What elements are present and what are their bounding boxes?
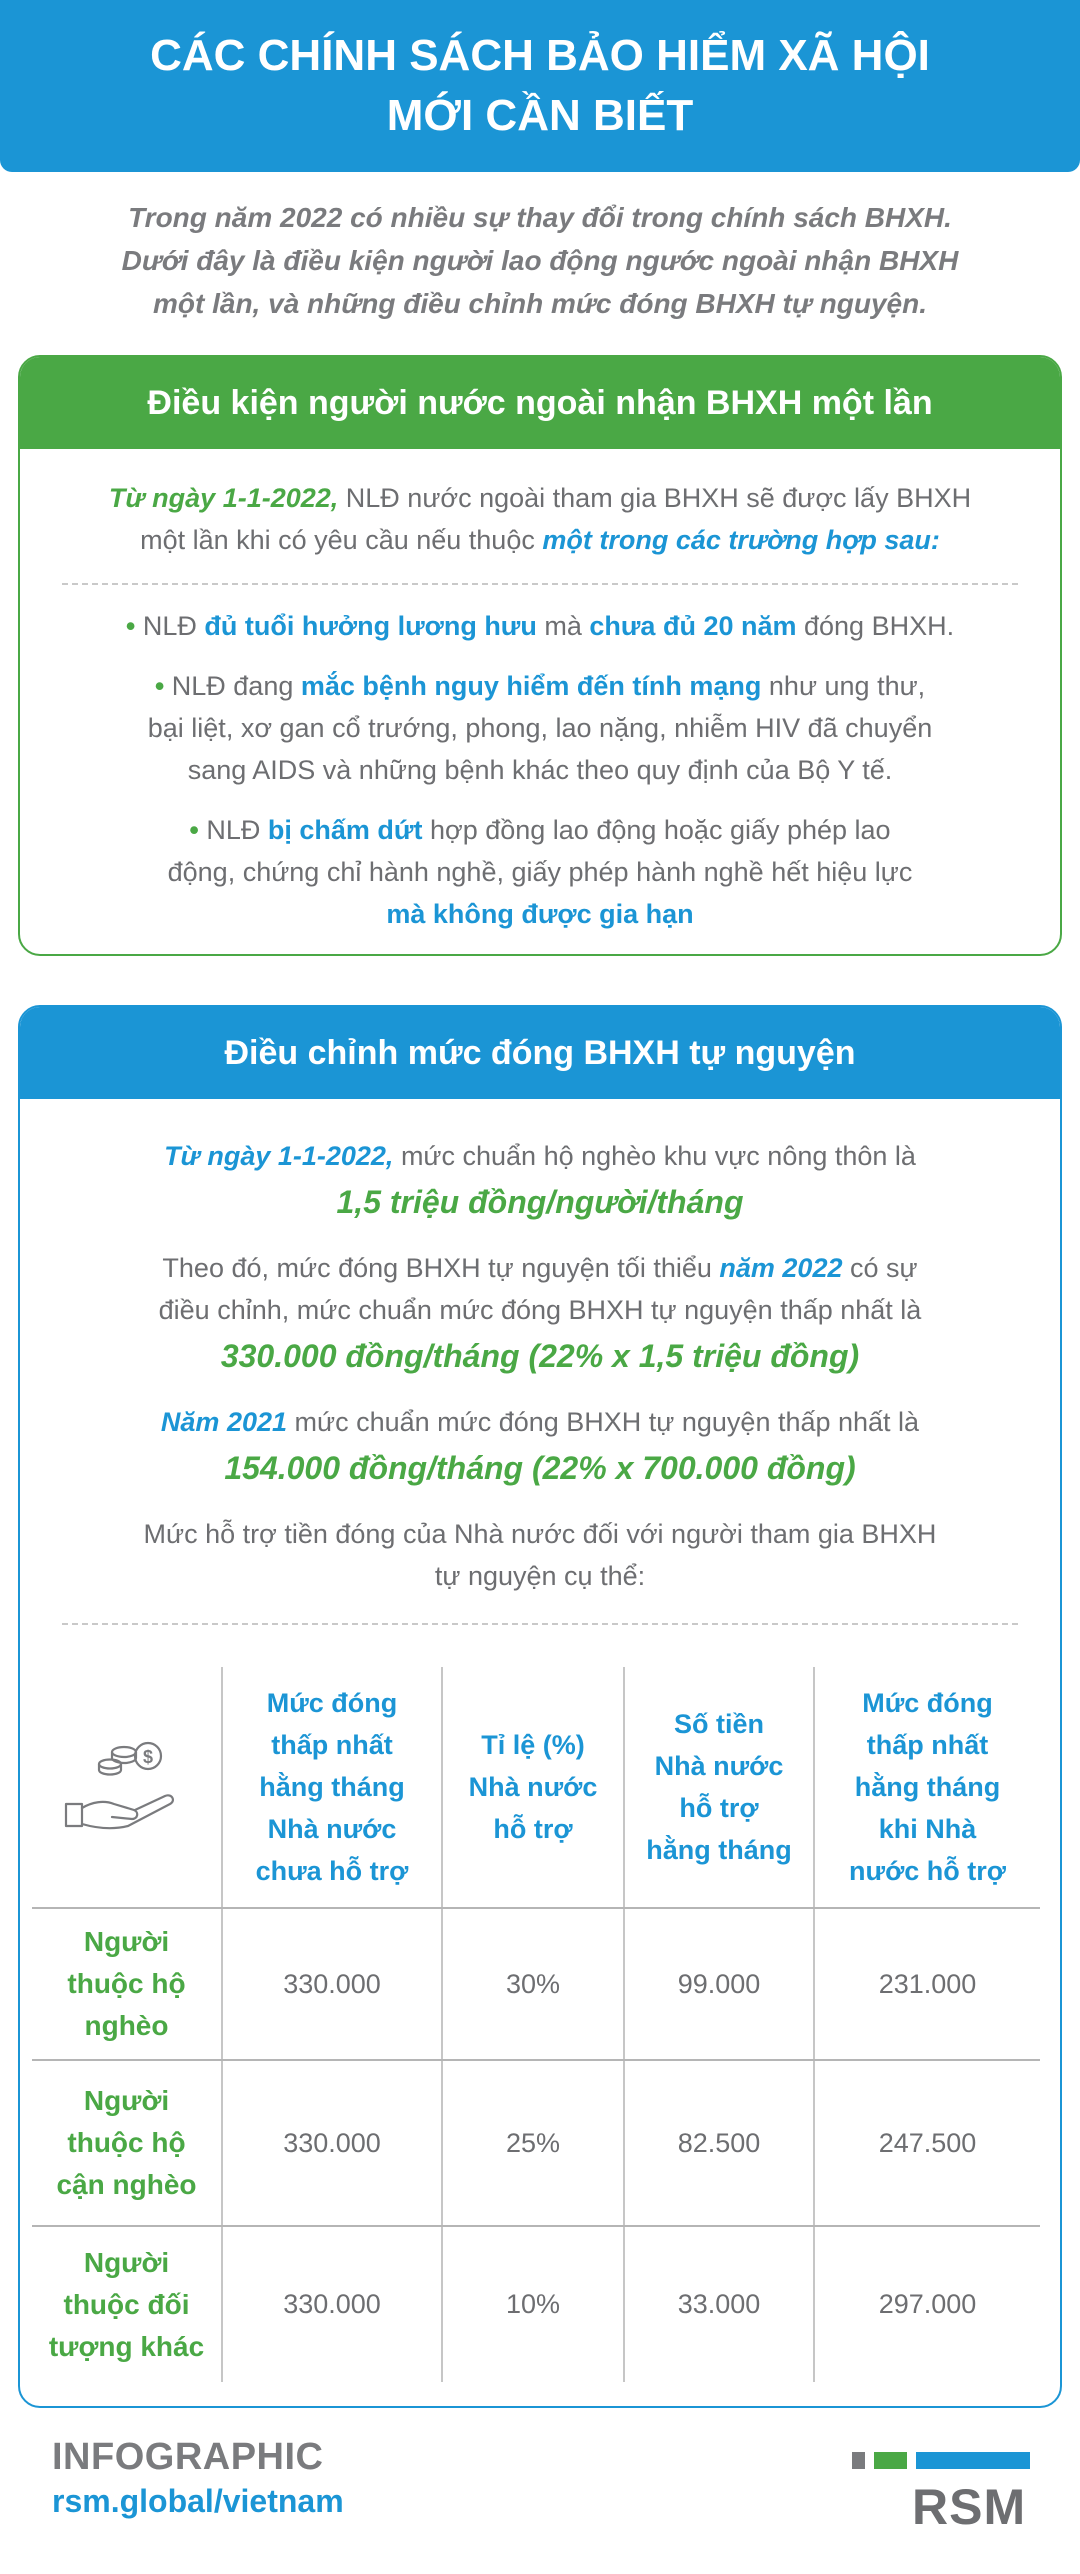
bullet-icon: • (125, 611, 136, 641)
lead-text-2: một lần khi có yêu cầu nếu thuộc (140, 525, 543, 555)
paragraph-state-support: Mức hỗ trợ tiền đóng của Nhà nước đối với người tham gia BHXH tự nguyện cụ thể: (143, 1519, 937, 1591)
cell-value: 82.500 (624, 2060, 814, 2226)
section-1-heading: Điều kiện người nước ngoài nhận BHXH một lần (20, 357, 1060, 449)
cell-value: 247.500 (814, 2060, 1040, 2226)
cell-value: 30% (442, 1908, 624, 2060)
paragraph-2021-minimum: Năm 2021 mức chuẩn mức đóng BHXH tự nguyện thấp nhất là 154.000 đồng/tháng (22% x 700.000 đồng) (20, 1401, 1060, 1493)
row-label-other: Người thuộc đối tượng khác (48, 2246, 205, 2362)
header-min-before-support: Mức đóng thấp nhất hằng tháng Nhà nước chưa hỗ trợ (222, 1667, 442, 1908)
logo-bar-blue (916, 2452, 1030, 2469)
section-voluntary-contribution (18, 1005, 1062, 2408)
row-label-near-poor: Người thuộc hộ cận nghèo (32, 2060, 222, 2226)
cell-value: 330.000 (222, 2226, 442, 2382)
intro-line-3: một lần, và những điều chỉnh mức đóng BHXH tự nguyện. (153, 288, 927, 319)
section-1-lead (20, 477, 1060, 561)
poverty-line-value: 1,5 triệu đồng/người/tháng (336, 1184, 744, 1220)
lead-text-1: NLĐ nước ngoài tham gia BHXH sẽ được lấy BHXH (338, 483, 972, 513)
logo-text: RSM (912, 2479, 1027, 2535)
section-2-divider (62, 1623, 1018, 1625)
paragraph-2022-minimum: Theo đó, mức đóng BHXH tự nguyện tối thiểu năm 2022 có sự điều chỉnh, mức chuẩn mức đóng BHXH tự nguyện thấp nhất là 330.000 đồng/tháng (22% x 1,5 triệu đồng) (20, 1247, 1060, 1381)
header-min-after-support: Mức đóng thấp nhất hằng tháng khi Nhà nước hỗ trợ (814, 1667, 1040, 1908)
cell-value: 10% (442, 2226, 624, 2382)
support-table (32, 1667, 1040, 2382)
title-banner (0, 0, 1080, 172)
minimum-2021-value: 154.000 đồng/tháng (22% x 700.000 đồng) (224, 1450, 856, 1486)
table-row (32, 2060, 1040, 2226)
hand-coins-svg (52, 1726, 202, 1836)
header-support-amount: Số tiền Nhà nước hỗ trợ hằng tháng (624, 1667, 814, 1908)
cell-value: 99.000 (624, 1908, 814, 2060)
cell-value: 330.000 (222, 1908, 442, 2060)
header-support-rate: Tỉ lệ (%) Nhà nước hỗ trợ (442, 1667, 624, 1908)
section-2-heading: Điều chỉnh mức đóng BHXH tự nguyện (20, 1007, 1060, 1099)
cell-value: 330.000 (222, 2060, 442, 2226)
cell-value: 297.000 (814, 2226, 1040, 2382)
hand-coins-icon (32, 1667, 222, 1908)
cell-value: 231.000 (814, 1908, 1040, 2060)
logo-bar-gray (852, 2452, 865, 2469)
footer-label: INFOGRAPHIC (52, 2436, 324, 2478)
intro-line-2: Dưới đây là điều kiện người lao động ngước ngoài nhận BHXH (121, 245, 959, 276)
cell-value: 25% (442, 2060, 624, 2226)
section-foreigner-lump-sum (18, 355, 1062, 956)
table-header-row (32, 1667, 1040, 1908)
bullet-icon: • (189, 815, 199, 845)
row-label-poor: Người thuộc hộ nghèo (32, 1908, 222, 2060)
table-row (32, 2226, 1040, 2382)
rsm-logo (852, 2452, 1030, 2542)
bullet-1: • NLĐ đủ tuổi hưởng lương hưu mà chưa đủ 20 năm đóng BHXH. (125, 611, 955, 641)
cell-value: 33.000 (624, 2226, 814, 2382)
page-title-line-1: CÁC CHÍNH SÁCH BẢO HIỂM XÃ HỘI (150, 31, 930, 80)
page-title-line-2: MỚI CẦN BIẾT (386, 91, 694, 140)
intro-line-1: Trong năm 2022 có nhiều sự thay đổi trong chính sách BHXH. (128, 202, 952, 233)
section-1-divider (62, 583, 1018, 585)
intro-paragraph (60, 196, 1020, 325)
svg-text:$: $ (142, 1747, 153, 1767)
bullet-icon: • (154, 671, 165, 701)
lead-date: Từ ngày 1-1-2022, (108, 483, 339, 513)
footer-branding (52, 2436, 344, 2520)
bullet-3: • NLĐ bị chấm dứt hợp đồng lao động hoặc giấy phép lao động, chứng chỉ hành nghề, giấy phép hành nghề hết hiệu lực mà không được gia hạn (167, 815, 913, 929)
bullet-2: • NLĐ đang mắc bệnh nguy hiểm đến tính mạng như ung thư, bại liệt, xơ gan cổ trướng, phong, lao nặng, nhiễm HIV đã chuyển sang AIDS và những bệnh khác theo quy định của Bộ Y tế. (147, 671, 933, 785)
paragraph-poverty-line: Từ ngày 1-1-2022, mức chuẩn hộ nghèo khu vực nông thôn là 1,5 triệu đồng/người/tháng (20, 1135, 1060, 1227)
logo-bar-green (874, 2452, 907, 2469)
lead-emphasis: một trong các trường hợp sau: (542, 525, 940, 555)
table-row (32, 1908, 1040, 2060)
minimum-2022-value: 330.000 đồng/tháng (22% x 1,5 triệu đồng) (220, 1338, 860, 1374)
footer-url-link[interactable]: rsm.global/vietnam (52, 2483, 344, 2519)
